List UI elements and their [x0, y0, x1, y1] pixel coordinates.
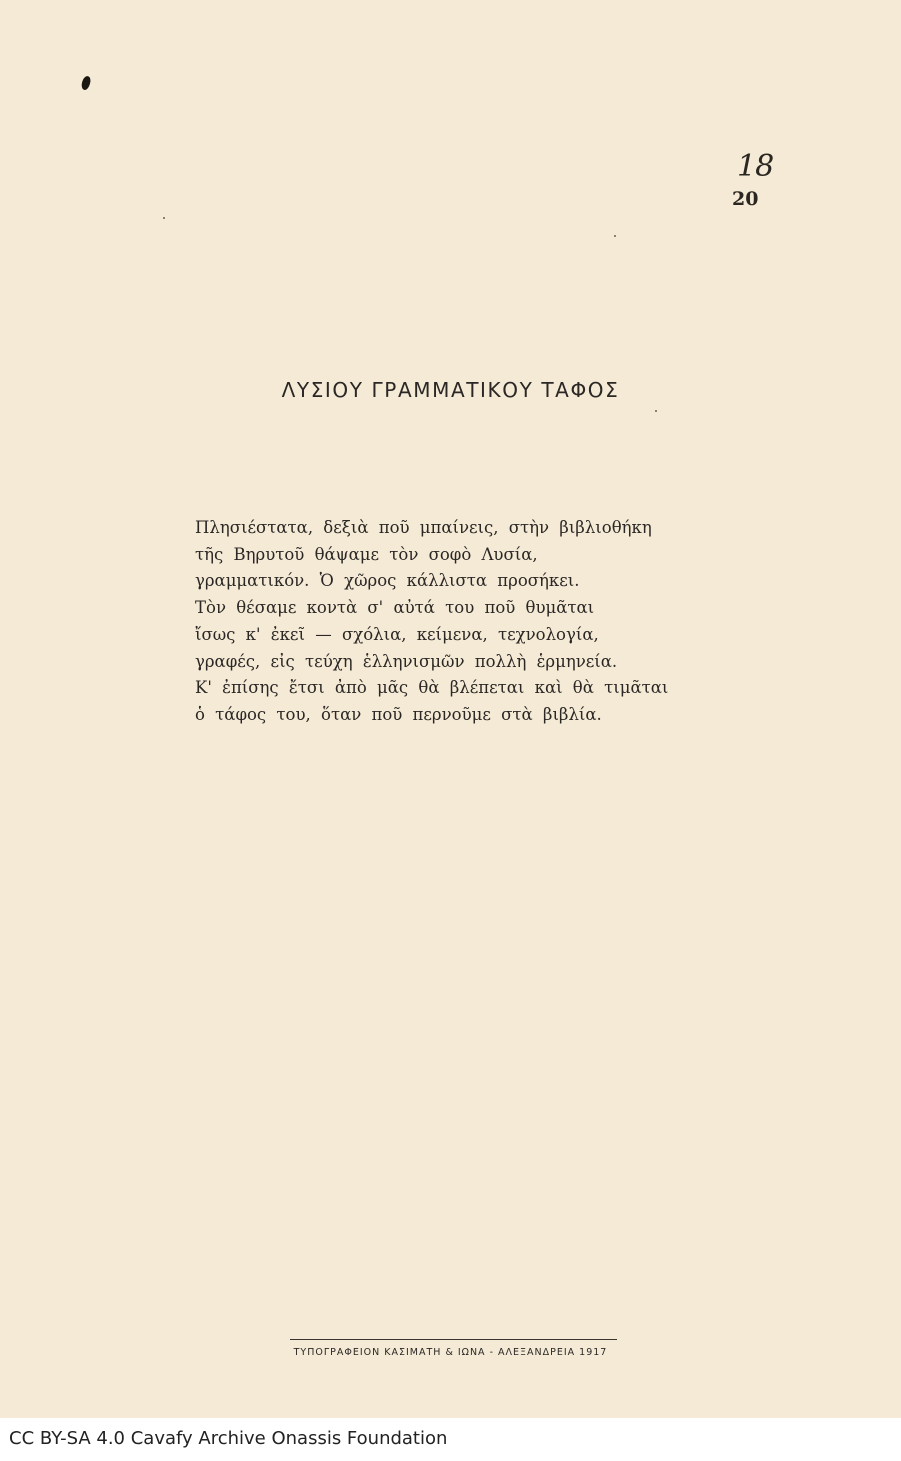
footer-rule — [290, 1339, 617, 1340]
ink-blot — [80, 75, 92, 91]
poem-body — [195, 515, 668, 729]
paper-speck — [614, 235, 616, 237]
poem-line: ὁ τάφος του, ὅταν ποῦ περνοῦμε στὰ βιβλία. — [195, 704, 602, 724]
poem-line: Τὸν θέσαμε κοντὰ σ' αὐτά του ποῦ θυμᾶται — [195, 598, 595, 618]
poem-title: ΛΥΣΙΟΥ ΓΡΑΜΜΑΤΙΚΟΥ ΤΑΦΟΣ — [281, 378, 620, 402]
poem-line: Κ' ἐπίσης ἔτσι ἀπὸ μᾶς θὰ βλέπεται καὶ θὰ τιμᾶται — [195, 678, 669, 698]
stamped-page-number: 20 — [732, 188, 759, 210]
poem-line: γραφές, εἰς τεύχη ἑλληνισμῶν πολλὴ ἑρμηνεία. — [195, 651, 618, 671]
printer-imprint: ΤΥΠΟΓΡΑΦΕΙΟΝ ΚΑΣΙΜΑΤΗ & ΙΩΝΑ - ΑΛΕΞΑΝΔΡΕΙΑ 1917 — [293, 1347, 608, 1358]
license-credit: CC BY-SA 4.0 Cavafy Archive Onassis Foundation — [9, 1428, 448, 1449]
poem-line: τῆς Βηρυτοῦ θάψαμε τὸν σοφὸ Λυσία, — [195, 544, 538, 564]
poem-line: Πλησιέστατα, δεξιὰ ποῦ μπαίνεις, στὴν βιβλιοθήκη — [195, 518, 652, 537]
poem-line: ἴσως κ' ἐκεῖ — σχόλια, κείμενα, τεχνολογία, — [195, 624, 599, 644]
paper-speck — [163, 217, 165, 219]
poem-line: γραμματικόν. Ὁ χῶρος κάλλιστα προσήκει. — [195, 571, 580, 591]
paper-speck — [655, 410, 657, 412]
handwritten-page-number: 18 — [737, 149, 774, 184]
